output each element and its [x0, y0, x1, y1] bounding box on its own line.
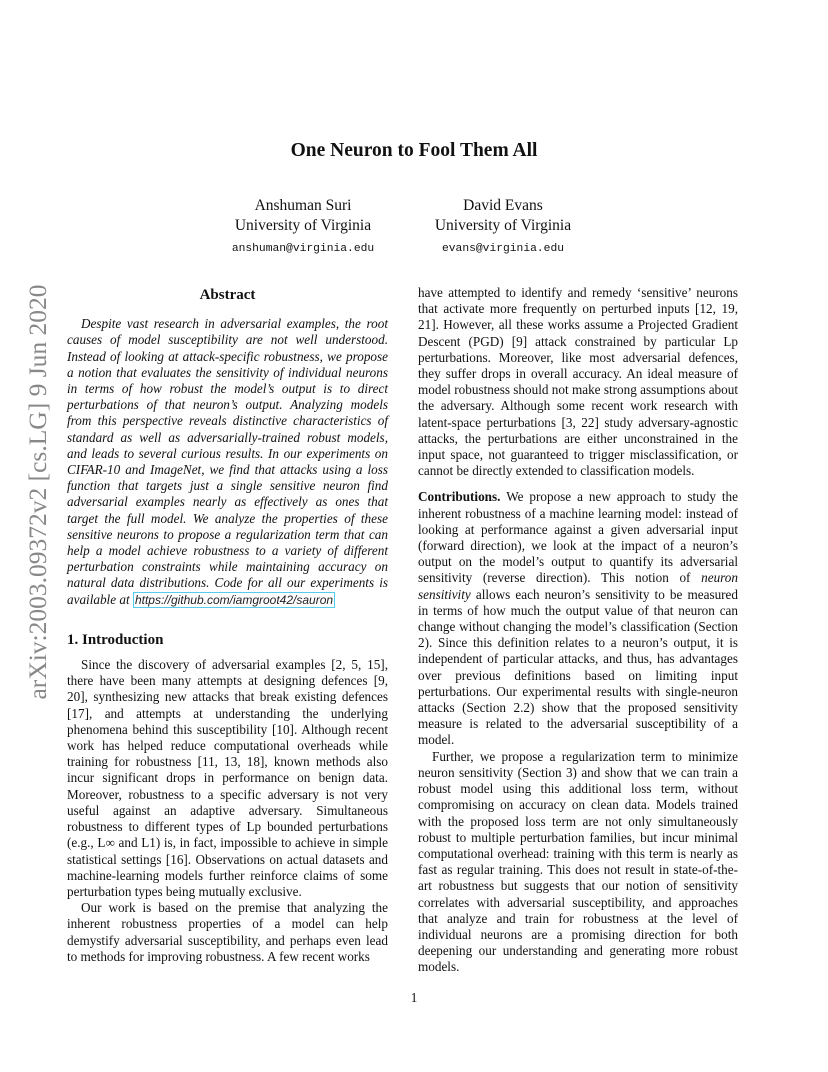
- author-email[interactable]: anshuman@virginia.edu: [231, 243, 375, 255]
- intro-paragraph-1: Since the discovery of adversarial examples [2, 5, 15], there have been many attempts at designing defences [9, 20], synthesizing new attacks that break existing defences [17], and attempts at understanding the underlying phenomena behind this susceptibility [10]. Although recent work has helped reduce computational overheads while training for robustness [11, 13, 18], known methods also incur significant drops in performance on benign data. Moreover, robustness to a specific adversary is not very useful against an adaptive adversary. Simultaneous robustness to different types of Lp bounded perturbations (e.g., L∞ and L1) is, in fact, impossible to achieve in simple statistical settings [16]. Observations on actual datasets and machine-learning models further reinforce claims of some perturbation types being mutually exclusive.: [67, 657, 388, 899]
- contributions-label: Contributions.: [418, 489, 501, 505]
- author-name: Anshuman Suri: [254, 197, 352, 214]
- section-heading-introduction: 1. Introduction: [67, 631, 164, 648]
- author-email[interactable]: evans@virginia.edu: [441, 243, 565, 255]
- arxiv-identifier: arXiv:2003.09372v2 [cs.LG] 9 Jun 2020: [23, 284, 52, 700]
- abstract-body: [67, 316, 388, 608]
- author-affiliation: University of Virginia: [434, 217, 572, 234]
- neuron-sensitivity-term: neuron sensitivity: [418, 570, 738, 602]
- code-link[interactable]: https://github.com/iamgroot42/sauron: [134, 592, 334, 607]
- contributions-text-a: We propose a new approach to study the inherent robustness of a machine learning model: instead of looking at performance against a given adversarial input (forward direction), we look at the impact of a neuron’s output on the model’s output to quantify its adversarial sensitivity (reverse direction). This notion of: [418, 489, 739, 586]
- contributions-text-b: allows each neuron’s sensitivity to be measured in terms of how much the output value of that neuron can change without changing the model’s classification (Section 2). Since this definition relates to a neuron’s output, it is independent of particular attacks, and thus, has advantages over previous definitions based on limiting input perturbations. Our experimental results with single-neuron attacks (Section 2.2) show that the proposed sensitivity measure is related to the adversarial susceptibility of a model.: [418, 586, 739, 748]
- page-number: 1: [410, 990, 418, 1005]
- abstract-text: Despite vast research in adversarial examples, the root causes of model susceptibility are not well understood. Instead of looking at attack-specific robustness, we propose a notion that evaluates the sensitivity of individual neurons in terms of how robust the model’s output is to direct perturbations of that neuron’s output. Analyzing models from this perspective reveals distinctive characteristics of standard as well as adversarially-trained robust models, and leads to several curious results. In our experiments on CIFAR-10 and ImageNet, we find that attacks using a loss function that targets just a single sensitive neuron find adversarial examples nearly as effectively as ones that target the full model. We analyze the properties of these sensitive neurons to propose a regularization term that can help a model achieve robustness to a variety of different perturbation constraints while maintaining accuracy on natural data distributions. Code for all our experiments is available at: [67, 316, 388, 607]
- abstract-heading: Abstract: [199, 287, 256, 303]
- intro-paragraph-2-continued: have attempted to identify and remedy ‘sensitive’ neurons that activate more frequently on perturbed inputs [12, 19, 21]. However, all these works assume a Projected Gradient Descent (PGD) [9] attack constrained by particular Lp perturbations. Moreover, like most adversarial defences, they suffer drops in overall accuracy. An ideal measure of model robustness should not make strong assumptions about the adversary. Although some recent work research with latent-space perturbations [3, 22] study adversary-agnostic attacks, the perturbations are either unconstrained in the input space, not guaranteed to trigger misclassification, or cannot be directly extended to classification models.: [418, 285, 738, 479]
- author-affiliation: University of Virginia: [234, 217, 372, 234]
- contributions-paragraph-2: Further, we propose a regularization term to minimize neuron sensitivity (Section 3) and show that we can train a robust model using this additional loss term, without compromising on accuracy on clean data. Models trained with the proposed loss term are not only simultaneously robust to multiple perturbation families, but incur minimal computational overhead: training with this term is nearly as fast as regular training. This does not result in state-of-the-art robustness but suggests that our notion of sensitivity correlates with adversarial susceptibility, and approaches that analyze and train for robustness at the level of individual neurons are a promising direction for both deepening our understanding and generating more robust models.: [418, 748, 738, 975]
- author-block-2: [373, 196, 633, 259]
- intro-paragraph-2: Our work is based on the premise that analyzing the inherent robustness properties of a model can help demystify adversarial susceptibility, and perhaps even lead to methods for improving robustness. A few recent works: [67, 900, 388, 964]
- author-name: David Evans: [463, 197, 543, 214]
- contributions-paragraph: [418, 489, 738, 748]
- right-column: [418, 285, 738, 976]
- paper-title: One Neuron to Fool Them All: [290, 140, 538, 161]
- left-column: [67, 285, 388, 965]
